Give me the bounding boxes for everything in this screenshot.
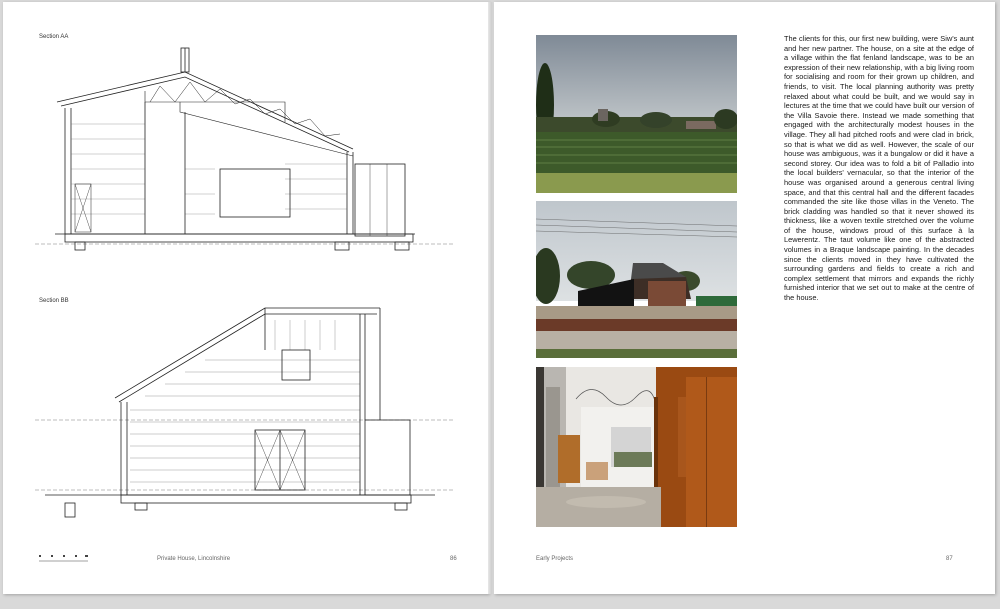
section-bb-label: Section BB <box>39 298 69 304</box>
section-aa-label: Section AA <box>39 34 69 40</box>
scale-bar <box>39 553 89 563</box>
house-exterior-photo <box>536 201 737 358</box>
landscape-photo <box>536 35 737 193</box>
body-text: The clients for this, our first new building, were Siw's aunt and her new partner. The house, on a site at the edge of a village within the flat fenland landscape, was to be an expression of their new relationship, with a big living room for socialising and room for their grown up children, and friends, to visit. The local planning authority was pretty relaxed about what could be built, and we would say in lectures at the time that we could have built our version of the Villa Savoie there. Instead we made something that engaged with the architecturally modest houses in the village. They all had pitched roofs and were clad in brick, so that is what we did as well. However, the scale of our house was ambiguous, was it a bungalow or did it have a second storey. Our idea was to fold a bit of Palladio into the local builders' vernacular, so that the interior of the house was organised around a generous central living space, and that this central hall and the different facades commanded the site like those villas in the Veneto. The brick cladding was handled so that it never showed its thickness, like a woven textile stretched over the volume of the house, windows proud of this surface à la Lewerentz. The taut volume like one of the abstracted volumes in a Braque landscape painting. In the decades since the clients moved in they have cultivated the surrounding gardens and fields to create a rich and complex settlement that mirrors and expands the richly furnished interior that we set out to make at the centre of the house. <box>784 34 974 303</box>
section-aa-drawing <box>35 44 455 254</box>
page-number-left: 86 <box>450 556 457 562</box>
page-number-right: 87 <box>946 556 953 562</box>
interior-photo <box>536 367 737 527</box>
footer-title-left: Private House, Lincolnshire <box>157 556 231 562</box>
footer-title-right: Early Projects <box>536 556 574 562</box>
section-bb-drawing <box>35 300 455 520</box>
